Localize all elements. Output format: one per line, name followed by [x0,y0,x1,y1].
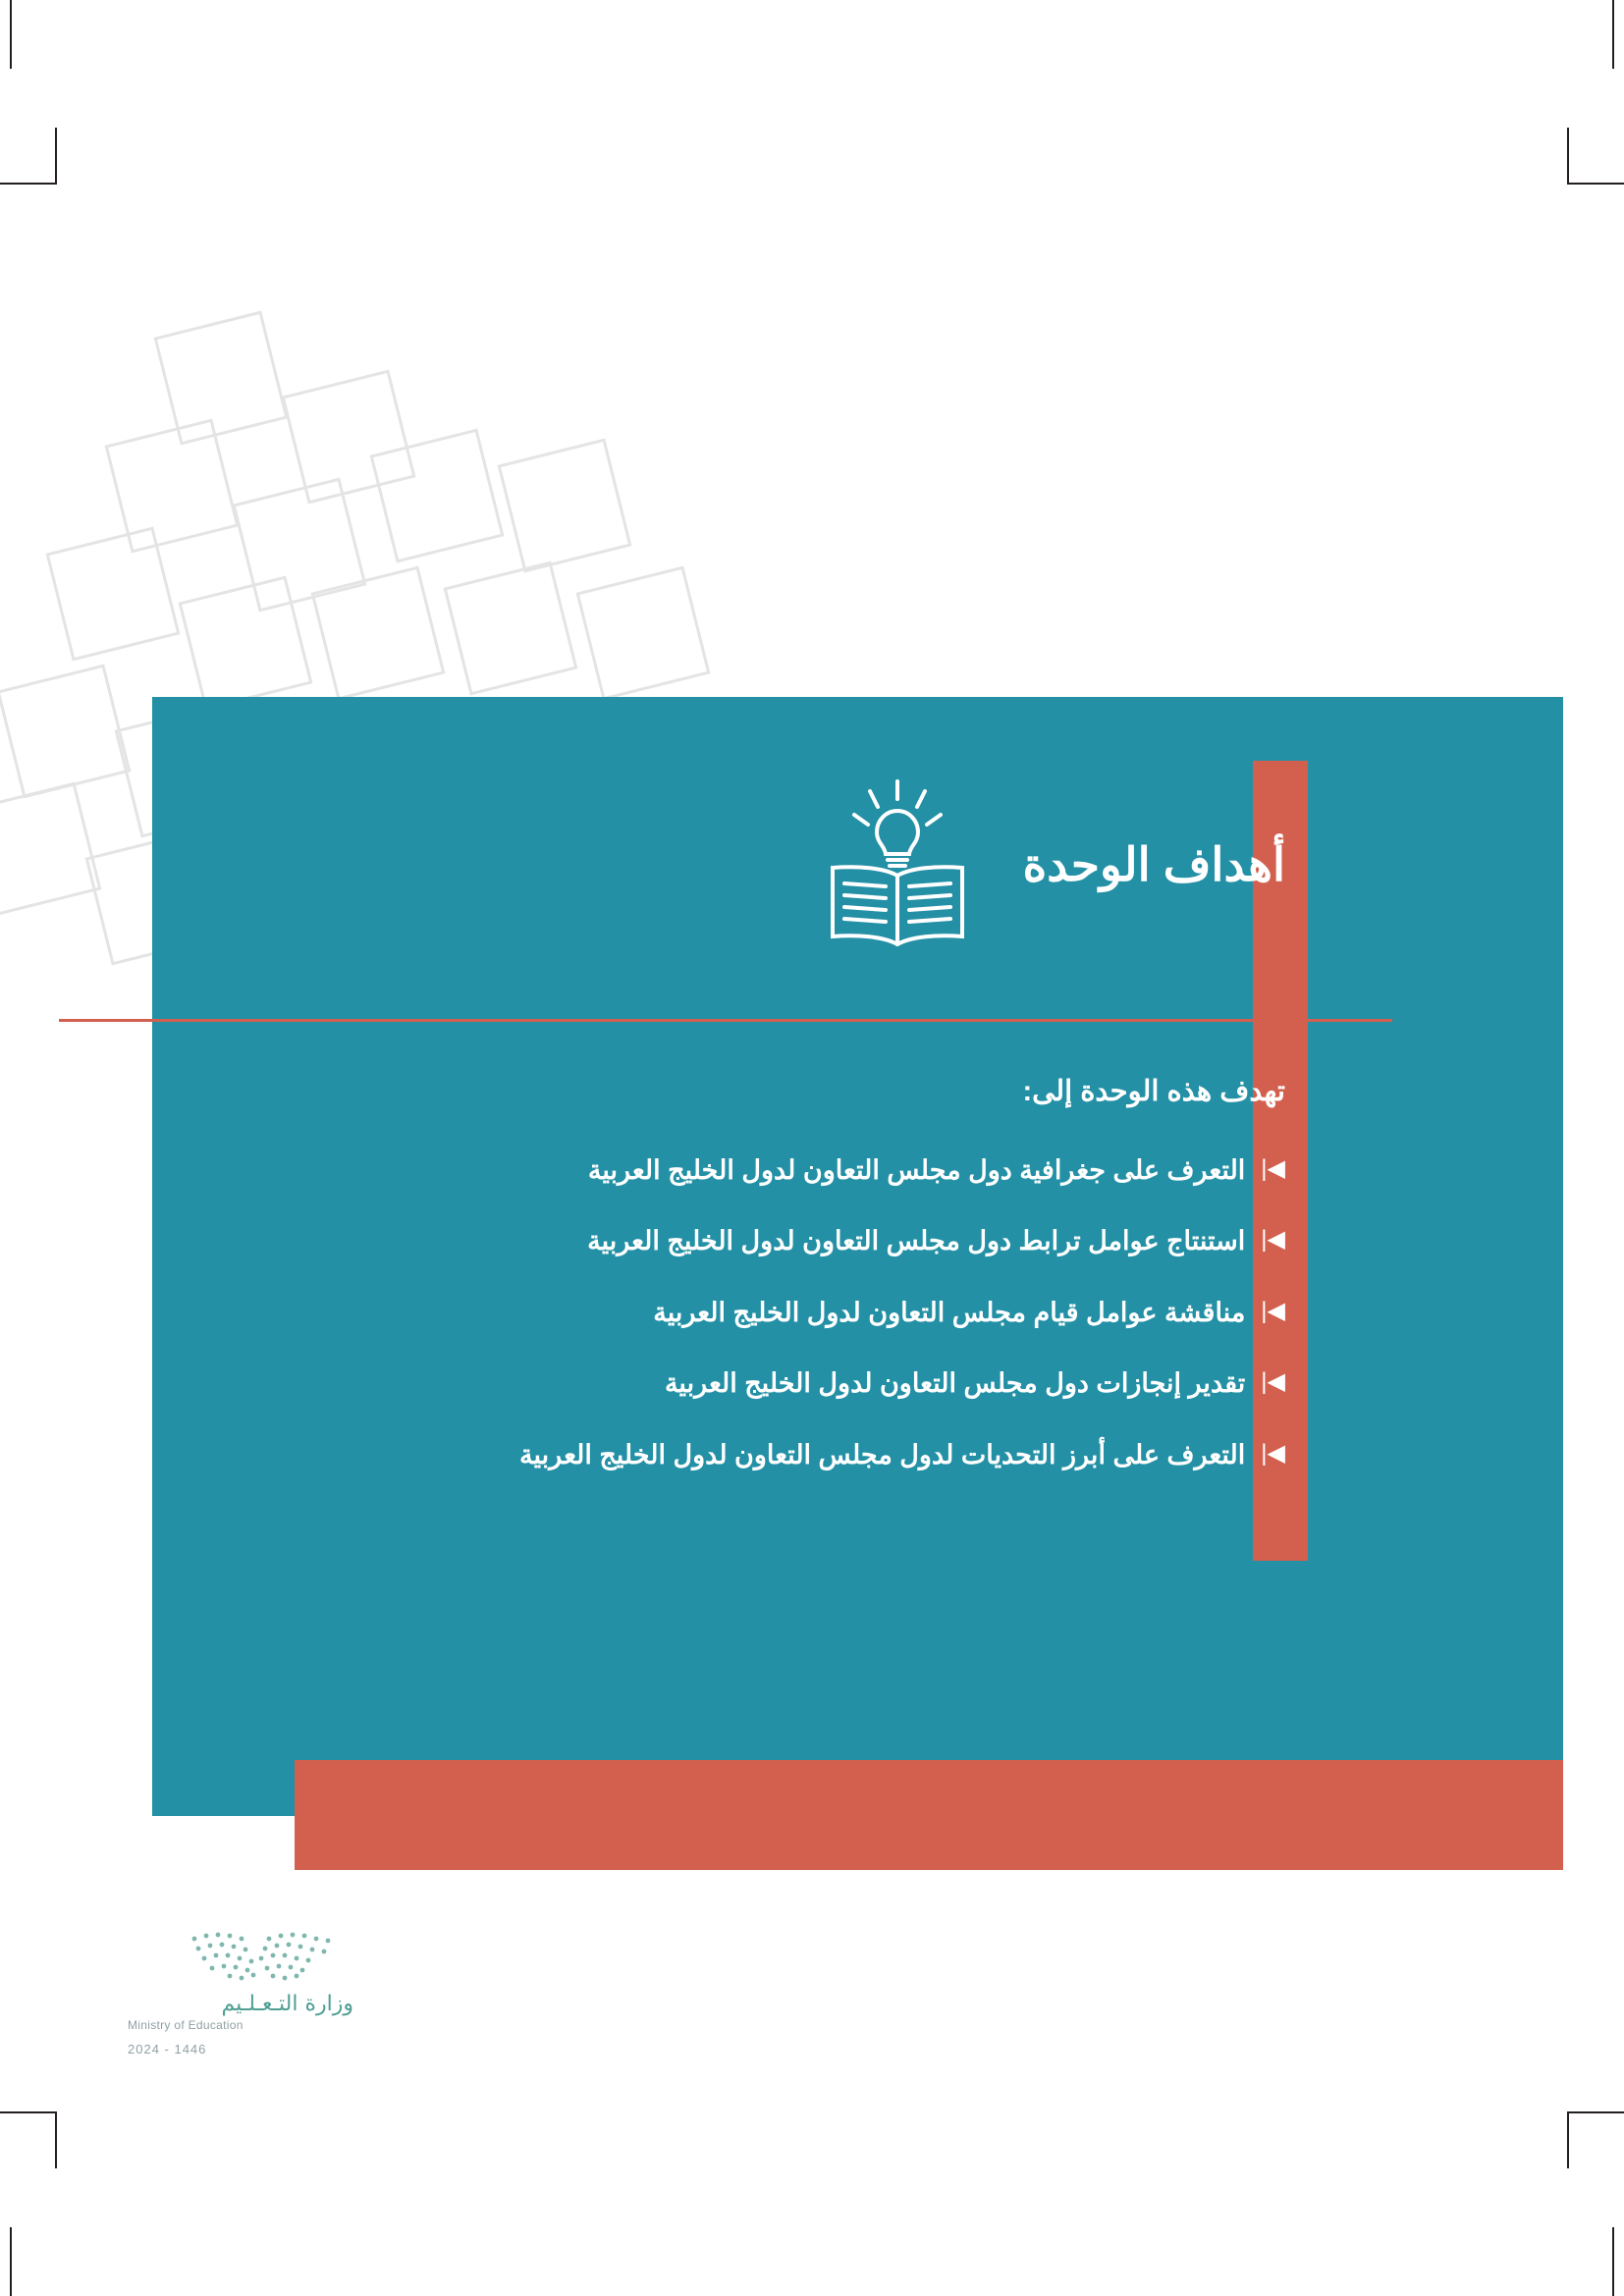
objective-text: التعرف على أبرز التحديات لدول مجلس التعاون لدول الخليج العربية [519,1439,1246,1469]
open-book-lightbulb-icon [799,766,996,962]
crop-mark-bottom-right [1567,2111,1624,2168]
bullet-icon: ◀| [1261,1226,1285,1254]
red-bottom-block [295,1760,1563,1870]
objective-text: مناقشة عوامل قيام مجلس التعاون لدول الخليج العربية [653,1297,1246,1327]
ministry-year: 2024 - 1446 [128,2042,207,2056]
page-title: أهداف الوحدة [1022,837,1285,890]
crop-mark-bottom-right-vertical [1612,2227,1614,2296]
ministry-palm-dots-icon [187,1929,353,1988]
bullet-icon: ◀| [1261,1154,1285,1182]
bullet-icon: ◀| [1261,1439,1285,1467]
crop-mark-bottom-left [0,2111,57,2168]
panel-header [799,766,1285,962]
crop-mark-top-right-vertical [1612,0,1614,69]
red-horizontal-rule [59,1019,1392,1022]
ministry-name-arabic: وزارة التـعـلـيم [221,1992,353,2016]
bullet-icon: ◀| [1261,1368,1285,1396]
objectives-intro: تهدف هذه الوحدة إلى: [1022,1076,1285,1107]
objective-item [205,1223,1285,1258]
ministry-of-education-logo [128,1929,353,2056]
bullet-icon: ◀| [1261,1297,1285,1324]
objectives-section [205,1075,1285,1508]
objective-item [205,1437,1285,1472]
crop-mark-top-left-vertical [10,0,12,69]
objective-text: استنتاج عوامل ترابط دول مجلس التعاون لدول الخليج العربية [587,1226,1246,1256]
crop-mark-top-left [0,128,57,185]
objective-text: التعرف على جغرافية دول مجلس التعاون لدول الخليج العربية [587,1154,1246,1185]
crop-mark-bottom-left-vertical [10,2227,12,2296]
objective-item [205,1365,1285,1401]
objective-item [205,1152,1285,1188]
objective-text: تقدير إنجازات دول مجلس التعاون لدول الخليج العربية [664,1368,1246,1399]
ministry-name-english: Ministry of Education [128,2018,244,2032]
objective-item [205,1295,1285,1330]
crop-mark-top-right [1567,128,1624,185]
